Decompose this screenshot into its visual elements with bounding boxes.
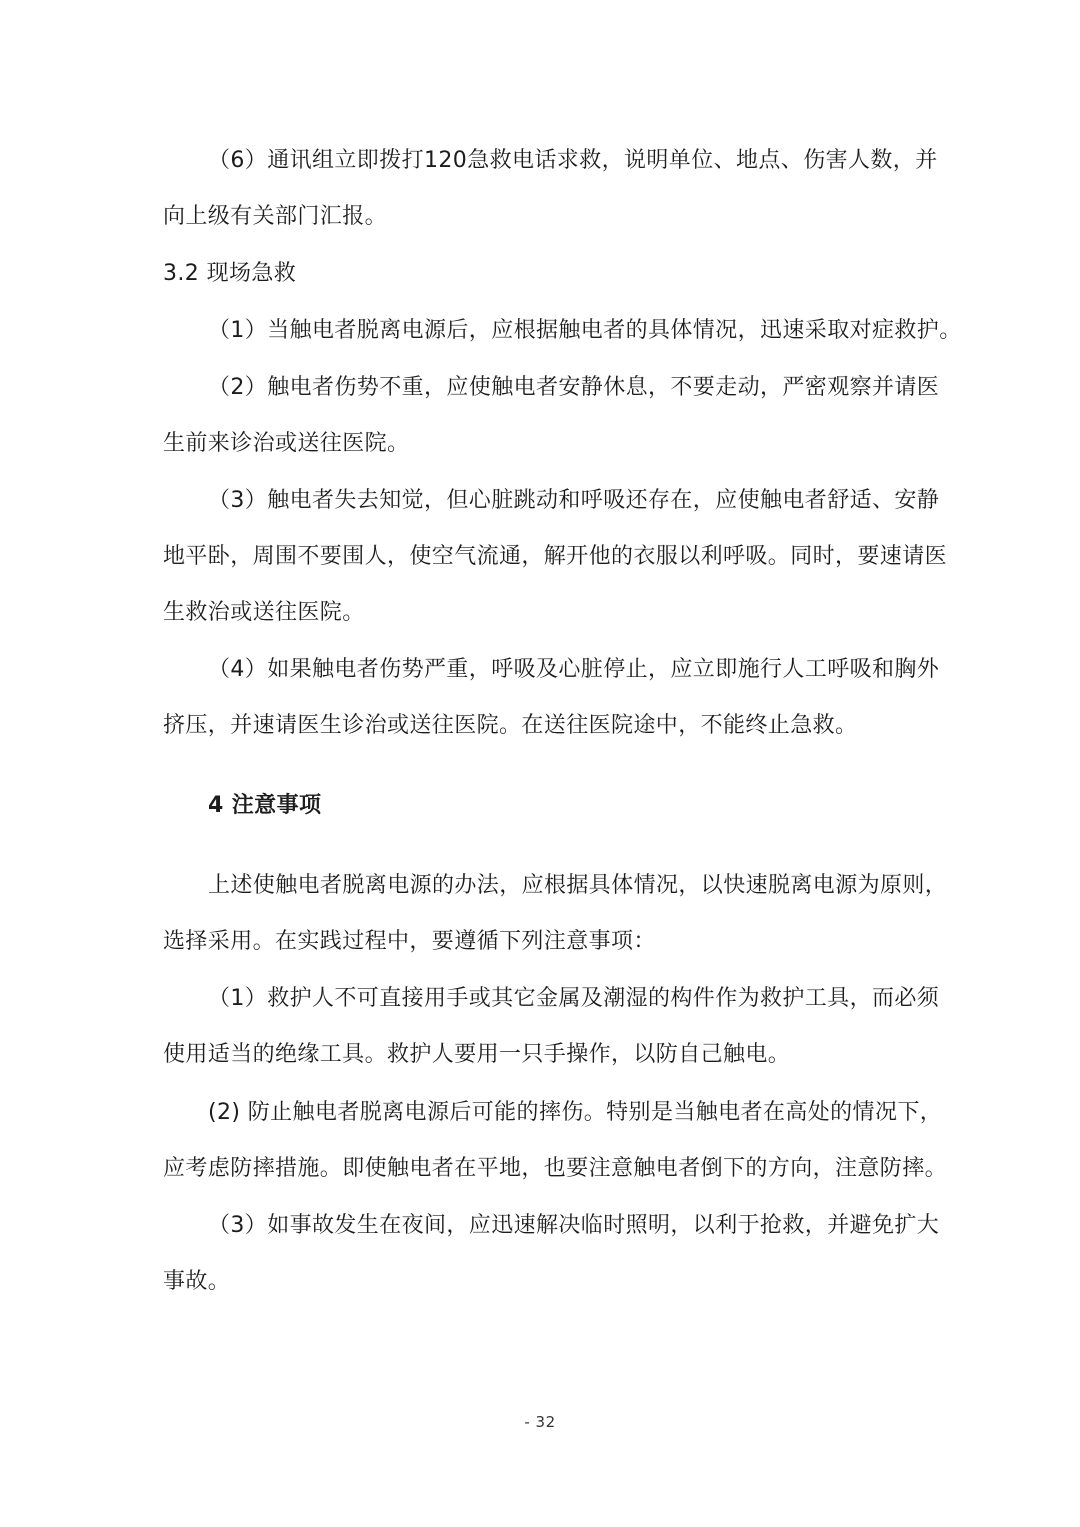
section-4-heading: 4 注意事项 — [208, 793, 322, 818]
note-2-line-1: (2) 防止触电者脱离电源后可能的摔伤。特别是当触电者在高处的情况下， — [208, 1100, 943, 1125]
note-2-line-2: 应考虑防摔措施。即使触电者在平地，也要注意触电者倒下的方向，注意防摔。 — [163, 1156, 948, 1181]
paragraph-1-line-1: （1）当触电者脱离电源后，应根据触电者的具体情况，迅速采取对症救护。 — [208, 318, 962, 343]
note-3-line-2: 事故。 — [163, 1269, 231, 1294]
paragraph-2-line-1: （2）触电者伤势不重，应使触电者安静休息，不要走动，严密观察并请医 — [208, 375, 940, 400]
note-1-line-2: 使用适当的绝缘工具。救护人要用一只手操作，以防自己触电。 — [163, 1042, 791, 1067]
page-number: - 32 — [524, 1413, 556, 1431]
paragraph-3-line-2: 地平卧，周围不要围人，使空气流通，解开他的衣服以利呼吸。同时，要速请医 — [163, 544, 948, 569]
paragraph-4-line-2: 挤压，并速请医生诊治或送往医院。在送往医院途中，不能终止急救。 — [163, 713, 858, 738]
paragraph-6-line-2: 向上级有关部门汇报。 — [163, 204, 388, 229]
note-1-line-1: （1）救护人不可直接用手或其它金属及潮湿的构件作为救护工具，而必须 — [208, 986, 940, 1011]
note-3-line-1: （3）如事故发生在夜间，应迅速解决临时照明，以利于抢救，并避免扩大 — [208, 1213, 940, 1238]
paragraph-3-line-3: 生救治或送往医院。 — [163, 600, 365, 625]
section-3-2-heading: 3.2 现场急救 — [163, 261, 297, 286]
paragraph-6-line-1: （6）通讯组立即拨打120急救电话求救，说明单位、地点、伤害人数，并 — [208, 148, 938, 173]
paragraph-2-line-2: 生前来诊治或送往医院。 — [163, 431, 410, 456]
paragraph-3-line-1: （3）触电者失去知觉，但心脏跳动和呼吸还存在，应使触电者舒适、安静 — [208, 488, 940, 513]
paragraph-4-line-1: （4）如果触电者伤势严重，呼吸及心脏停止，应立即施行人工呼吸和胸外 — [208, 657, 940, 682]
intro-line-1: 上述使触电者脱离电源的办法，应根据具体情况，以快速脱离电源为原则， — [208, 873, 948, 898]
intro-line-2: 选择采用。在实践过程中，要遵循下列注意事项： — [163, 929, 656, 954]
